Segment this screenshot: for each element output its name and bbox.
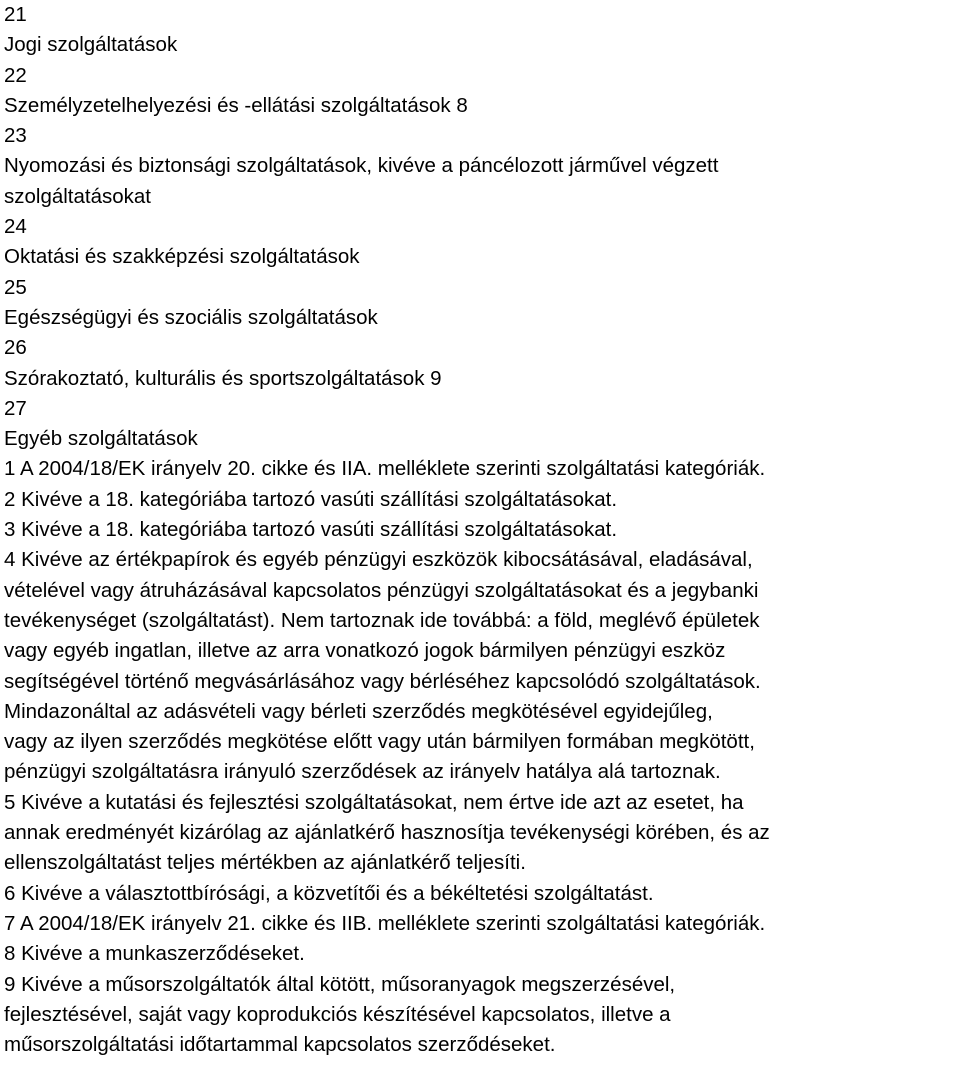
category-title: Nyomozási és biztonsági szolgáltatások, kivéve a páncélozott járművel végzett xyxy=(4,154,719,178)
footnote-2: 2 Kivéve a 18. kategóriába tartozó vasúti szállítási szolgáltatásokat. xyxy=(4,487,618,511)
footnote-4-text: vételével vagy átruházásával kapcsolatos pénzügyi szolgáltatásokat és a jegybanki xyxy=(4,578,759,602)
category-title: Egészségügyi és szociális szolgáltatások xyxy=(4,305,378,329)
category-number: 25 xyxy=(4,275,27,299)
footnote-3: 3 Kivéve a 18. kategóriába tartozó vasúti szállítási szolgáltatásokat. xyxy=(4,518,618,542)
category-number: 23 xyxy=(4,124,27,148)
category-number: 22 xyxy=(4,63,27,87)
category-title: Egyéb szolgáltatások xyxy=(4,427,198,451)
footnote-9: 9 Kivéve a műsorszolgáltatók által kötött, műsoranyagok megszerzésével, xyxy=(4,972,676,996)
footnote-4-text: vagy az ilyen szerződés megkötése előtt vagy után bármilyen formában megkötött, xyxy=(4,730,755,754)
footnote-1: 1 A 2004/18/EK irányelv 20. cikke és IIA. melléklete szerinti szolgáltatási kategóriák. xyxy=(4,457,766,481)
footnote-4: 4 Kivéve az értékpapírok és egyéb pénzügyi eszközök kibocsátásával, eladásával, xyxy=(4,548,753,572)
category-number: 26 xyxy=(4,336,27,360)
footnote-7: 7 A 2004/18/EK irányelv 21. cikke és IIB. melléklete szerinti szolgáltatási kategóriák. xyxy=(4,911,766,935)
footnote-5-text: annak eredményét kizárólag az ajánlatkérő hasznosítja tevékenységi körében, és az xyxy=(4,821,770,845)
footnote-8: 8 Kivéve a munkaszerződéseket. xyxy=(4,942,305,966)
footnote-5: 5 Kivéve a kutatási és fejlesztési szolgáltatásokat, nem értve ide azt az esetet, ha xyxy=(4,790,744,814)
footnote-4-text: tevékenységet (szolgáltatást). Nem tartoznak ide továbbá: a föld, meglévő épületek xyxy=(4,608,760,632)
footnote-5-text: ellenszolgáltatást teljes mértékben az ajánlatkérő teljesíti. xyxy=(4,851,526,875)
footnote-4-text: pénzügyi szolgáltatásra irányuló szerződések az irányelv hatálya alá tartoznak. xyxy=(4,760,721,784)
category-title-continued: szolgáltatásokat xyxy=(4,184,152,208)
footnote-4-text: Mindazonáltal az adásvételi vagy bérleti szerződés megkötésével egyidejűleg, xyxy=(4,699,713,723)
footnote-9-text: műsorszolgáltatási időtartammal kapcsolatos szerződéseket. xyxy=(4,1033,556,1057)
category-title: Szórakoztató, kulturális és sportszolgáltatások 9 xyxy=(4,366,442,390)
category-title: Jogi szolgáltatások xyxy=(4,33,178,57)
category-title: Oktatási és szakképzési szolgáltatások xyxy=(4,245,360,269)
footnote-9-text: fejlesztésével, saját vagy koprodukciós készítésével kapcsolatos, illetve a xyxy=(4,1002,671,1026)
category-number: 27 xyxy=(4,396,27,420)
category-number: 21 xyxy=(4,3,27,26)
category-number: 24 xyxy=(4,215,27,239)
category-title: Személyzetelhelyezési és -ellátási szolgáltatások 8 xyxy=(4,93,468,117)
footnote-4-text: vagy egyéb ingatlan, illetve az arra vonatkozó jogok bármilyen pénzügyi eszköz xyxy=(4,639,726,663)
footnote-4-text: segítségével történő megvásárlásához vagy bérléséhez kapcsolódó szolgáltatások. xyxy=(4,669,761,693)
footnote-6: 6 Kivéve a választottbírósági, a közvetítői és a békéltetési szolgáltatást. xyxy=(4,881,654,905)
